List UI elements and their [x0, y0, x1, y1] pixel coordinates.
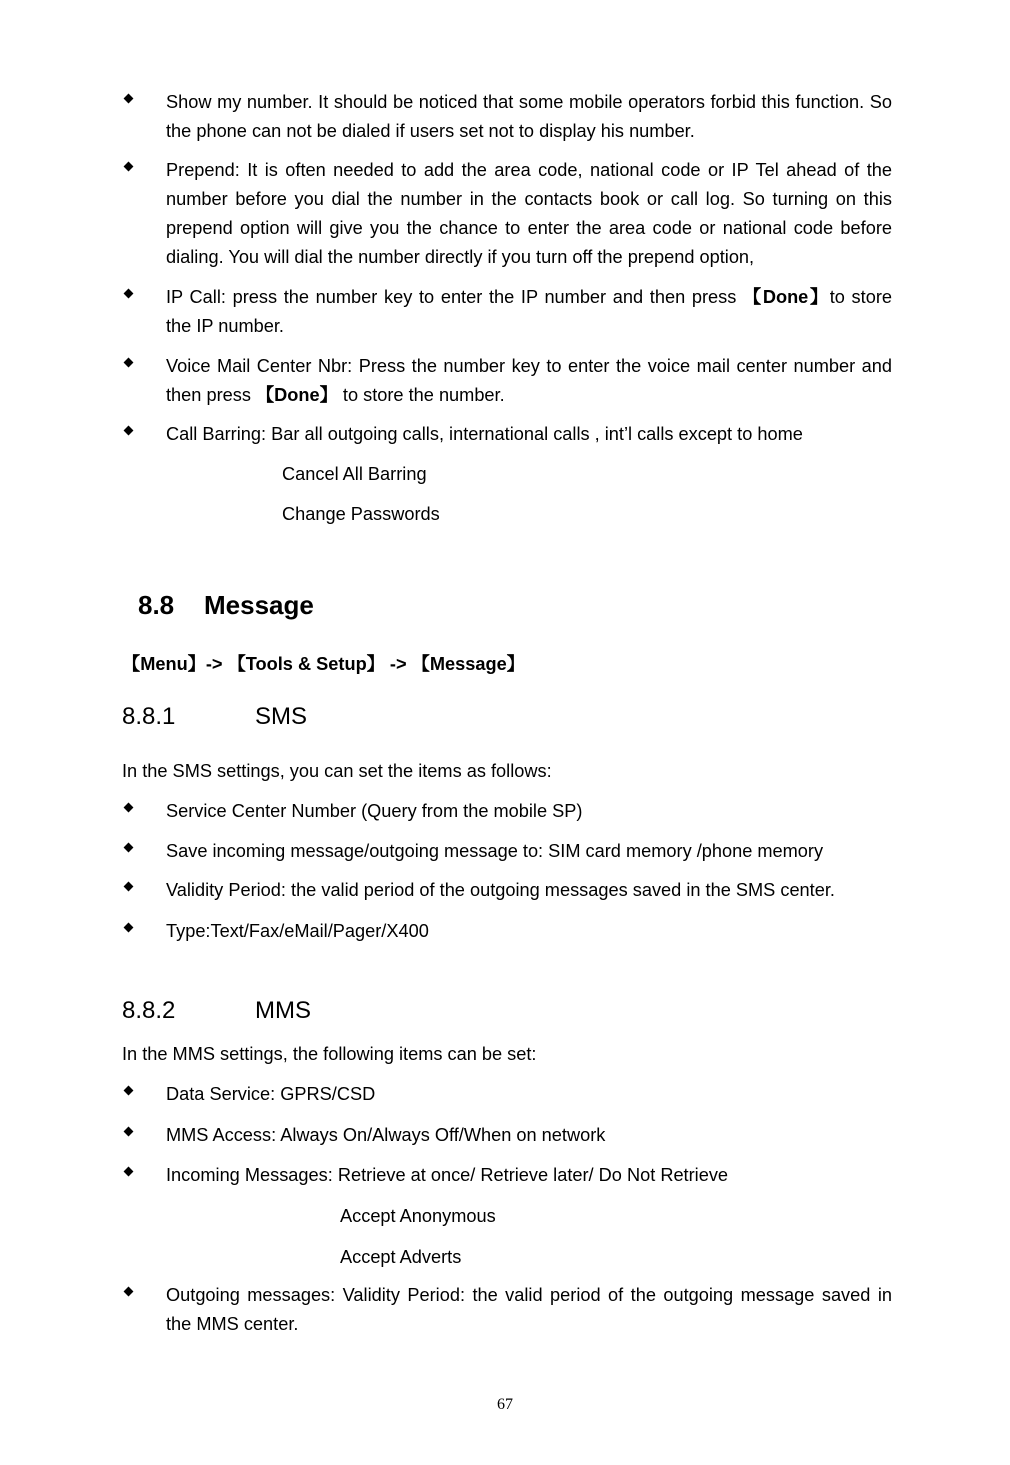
list-item — [122, 797, 892, 826]
cancel-all-barring: Cancel All Barring — [282, 464, 427, 484]
accept-anonymous: Accept Anonymous — [340, 1206, 496, 1226]
section-title: Message — [204, 590, 314, 620]
diamond-bullet-icon — [124, 1287, 134, 1297]
bullet-text: Service Center Number (Query from the mobile SP) — [166, 801, 583, 821]
mms-number: 8.8.2 — [122, 997, 176, 1024]
mms-title: MMS — [255, 997, 311, 1024]
bullet-voice-mail — [122, 352, 892, 410]
section-number: 8.8 — [138, 590, 175, 620]
diamond-bullet-icon — [124, 1086, 134, 1096]
bullet-text: Incoming Messages: Retrieve at once/ Retrieve later/ Do Not Retrieve — [166, 1165, 729, 1185]
list-item — [122, 1161, 892, 1190]
list-item — [122, 1281, 892, 1339]
bullet-text: Outgoing messages: Validity Period: the valid period of the outgoing message saved in the MMS center. — [166, 1285, 892, 1334]
sms-number: 8.8.1 — [122, 703, 176, 730]
page-number: 67 — [497, 1396, 513, 1413]
bullet-prepend — [122, 156, 892, 272]
bullet-text: Save incoming message/outgoing message to: SIM card memory /phone memory — [166, 841, 824, 861]
breadcrumb: 【Menu】-> 【Tools & Setup】 -> 【Message】 — [122, 654, 525, 674]
bullet-ip-call — [122, 283, 892, 341]
diamond-bullet-icon — [124, 358, 134, 368]
done-key: 【Done】 — [255, 385, 338, 405]
sms-intro: In the SMS settings, you can set the items as follows: — [122, 761, 552, 781]
accept-adverts: Accept Adverts — [340, 1247, 462, 1267]
ip-call-text: IP Call: press the number key to enter the IP number and then press — [166, 287, 744, 307]
change-passwords: Change Passwords — [282, 504, 440, 524]
voice-mail-text-end: to store the number. — [337, 385, 505, 405]
list-item — [122, 917, 892, 946]
diamond-bullet-icon — [124, 426, 134, 436]
bullet-text: Data Service: GPRS/CSD — [166, 1084, 376, 1104]
list-item — [122, 837, 892, 866]
bullet-text: Prepend: It is often needed to add the area code, national code or IP Tel ahead of the number before you dial the number in the contacts book or call log. So turning on this prepend option will give you the chance to enter the area code or national code before dialing. You will dial the number directly if you turn off the prepend option, — [166, 160, 892, 267]
bullet-text: Type:Text/Fax/eMail/Pager/X400 — [166, 921, 429, 941]
diamond-bullet-icon — [124, 843, 134, 853]
section-heading — [138, 590, 314, 621]
sms-title: SMS — [255, 703, 308, 730]
bullet-text: MMS Access: Always On/Always Off/When on network — [166, 1125, 606, 1145]
diamond-bullet-icon — [124, 882, 134, 892]
sms-heading — [122, 703, 307, 731]
done-key: 【Done】 — [743, 287, 830, 307]
diamond-bullet-icon — [124, 923, 134, 933]
bullet-call-barring — [122, 420, 892, 449]
list-item — [122, 876, 892, 905]
bullet-text: Show my number. It should be noticed that some mobile operators forbid this function. So the phone can not be dialed if users set not to display his number. — [166, 92, 892, 141]
bullet-text — [166, 283, 892, 341]
diamond-bullet-icon — [124, 1127, 134, 1137]
ip-call-text-end: to store the IP number. — [166, 287, 892, 336]
list-item — [122, 1080, 892, 1109]
voice-mail-text: Voice Mail Center Nbr: Press the number key to enter the voice mail center number and then press — [166, 356, 892, 405]
mms-intro: In the MMS settings, the following items can be set: — [122, 1044, 537, 1064]
diamond-bullet-icon — [124, 162, 134, 172]
diamond-bullet-icon — [124, 803, 134, 813]
mms-heading — [122, 997, 311, 1025]
bullet-text: Validity Period: the valid period of the outgoing messages saved in the SMS center. — [166, 880, 835, 900]
list-item — [122, 1121, 892, 1150]
diamond-bullet-icon — [124, 1167, 134, 1177]
bullet-text: Call Barring: Bar all outgoing calls, international calls , int’l calls except to home — [166, 424, 803, 444]
bullet-show-number — [122, 88, 892, 146]
diamond-bullet-icon — [124, 289, 134, 299]
bullet-text — [166, 352, 892, 410]
diamond-bullet-icon — [124, 94, 134, 104]
